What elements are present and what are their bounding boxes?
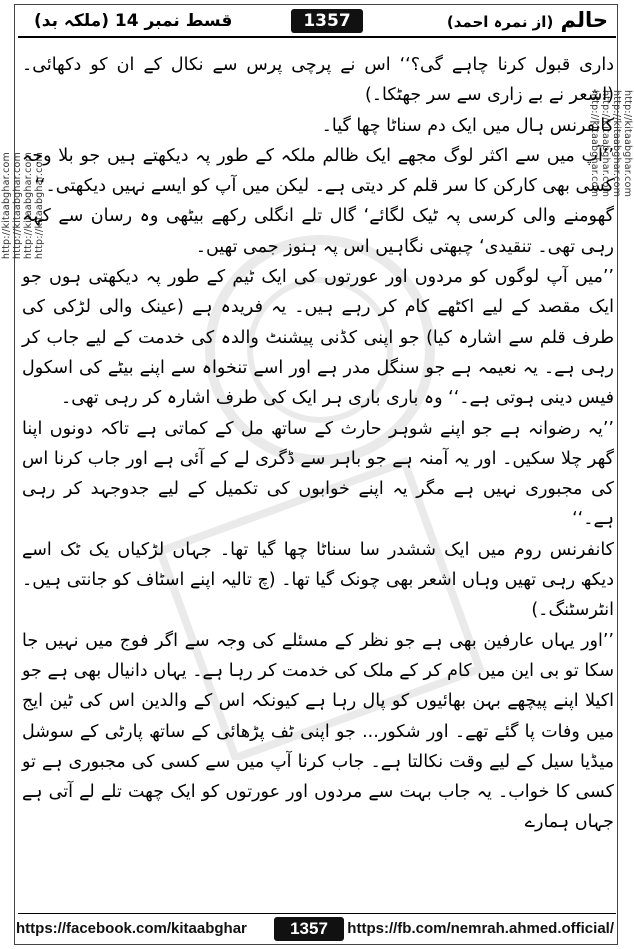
page-footer — [16, 917, 618, 943]
novel-title — [447, 8, 608, 32]
paragraph: داری قبول کرنا چاہے گی؟‘‘ اس نے پرچی پرس سے نکال کے ان کو دکھائی۔ (اشعر نے بے زاری سے سر جھٹکا۔) — [22, 55, 614, 106]
footer-divider — [18, 913, 616, 914]
paragraph: ’’یہ رضوانہ ہے جو اپنے شوہر حارث کے ساتھ مل کے کماتی ہے تاکہ دونوں اپنا گھر چلا سکیں۔ اور یہ آمنہ ہے جو باہر سے ڈگری لے کے آئی ہے اور جاب کرنا اس کی مجبوری نہیں ہے مگر یہ اپنے خوابوں کی تکمیل کے لیے جدوجہد کر رہی ہے۔‘‘ — [22, 418, 614, 530]
paragraph: کانفرنس ہال میں ایک دم سناٹا چھا گیا۔ — [321, 115, 614, 136]
paragraph: ’’آپ میں سے اکثر لوگ مجھے ایک ظالم ملکہ کے طور پہ دیکھتے ہیں جو بلا وجہ کسی بھی کارکن کا سر قلم کر دیتی ہے۔ لیکن میں آپ کو ایسے نہیں دیکھتی۔‘‘ — [22, 145, 614, 197]
header-page-number: 1357 — [291, 9, 363, 33]
title-text: حالم — [560, 8, 608, 32]
paragraph: گھومنے والی کرسی پہ ٹیک لگائے‘ گال تلے انگلی رکھے بیٹھی وہ رسان سے کہہ رہی تھی۔ تنقیدی‘ چبھتی نگاہیں اس پہ ہنوز جمی تھیں۔ — [22, 206, 614, 257]
author-facebook-link[interactable]: https://fb.com/nemrah.ahmed.official/ — [347, 920, 614, 937]
paragraph: ’’اور یہاں عارفین بھی ہے جو نظر کے مسئلے کی وجہ سے اگر فوج میں نہیں جا سکا تو بی این میں کام کر کے ملک کی خدمت کر رہا ہے۔ یہاں دانیال بھی ہے جو اکیلا اپنے پیچھے بہن بھائیوں کو پال رہا ہے کیونکہ اس کے والدین اس کی ٹین ایج میں وفات پا گئے تھے۔ اور شکور... جو اپنی ٹف پڑھائی کے ساتھ پارٹی کے سوشل میڈیا سیل کے لیے وقت نکالتا ہے۔ جاب کرنا آپ میں سے کسی کی مجبوری ہے تو کسی کا خواب۔ یہ جاب بہت سے مردوں اور عورتوں کو ایک چھت تلے لے آتی ہے جہاں ہمارے — [22, 630, 614, 833]
header-divider — [18, 36, 616, 38]
facebook-link[interactable]: https://facebook.com/kitaabghar — [16, 920, 247, 937]
paragraph: کانفرنس روم میں ایک ششدر سا سناٹا چھا گیا تھا۔ جہاں لڑکیاں یک ٹک اسے دیکھ رہی تھیں وہاں اشعر بھی چونک گیا تھا۔ (چ تالیہ اپنے اسٹاف کو جانتی ہیں۔ انٹرسٹنگ۔) — [22, 539, 614, 621]
installment-label: قسط نمبر 14 (ملکہ بد) — [34, 11, 233, 31]
story-body — [22, 50, 614, 838]
side-watermark-left: http://kitaabghar.com http://kitaabghar.com http://kitaabghar.com http://kitaabghar.com — [1, 152, 45, 260]
footer-page-number: 1357 — [274, 917, 344, 941]
paragraph: ’’میں آپ لوگوں کو مردوں اور عورتوں کی ایک ٹیم کے طور پہ دیکھتی ہوں جو ایک مقصد کے لیے اکٹھے کام کر رہے ہیں۔ یہ فریدہ ہے (عینک والی لڑکی کی طرف قلم سے اشارہ کیا) جو اپنی کڈنی پیشنٹ والدہ کی خدمت کے لیے جاب کر رہی ہے۔ یہ نعیمہ ہے جو سنگل مدر ہے اور اسے تنخواہ سے اپنے بیٹے کی اسکول فیس دینی ہوتی ہے۔‘‘ وہ باری باری ہر ایک کی طرف اشارہ کر رہی تھی۔ — [22, 267, 614, 409]
side-watermark-right: http://kitaabghar.com http://kitaabghar.com http://kitaabghar.com http://kitaabghar.com — [589, 90, 633, 198]
author-text: (از نمرہ احمد) — [446, 13, 554, 31]
page-header — [18, 6, 616, 36]
